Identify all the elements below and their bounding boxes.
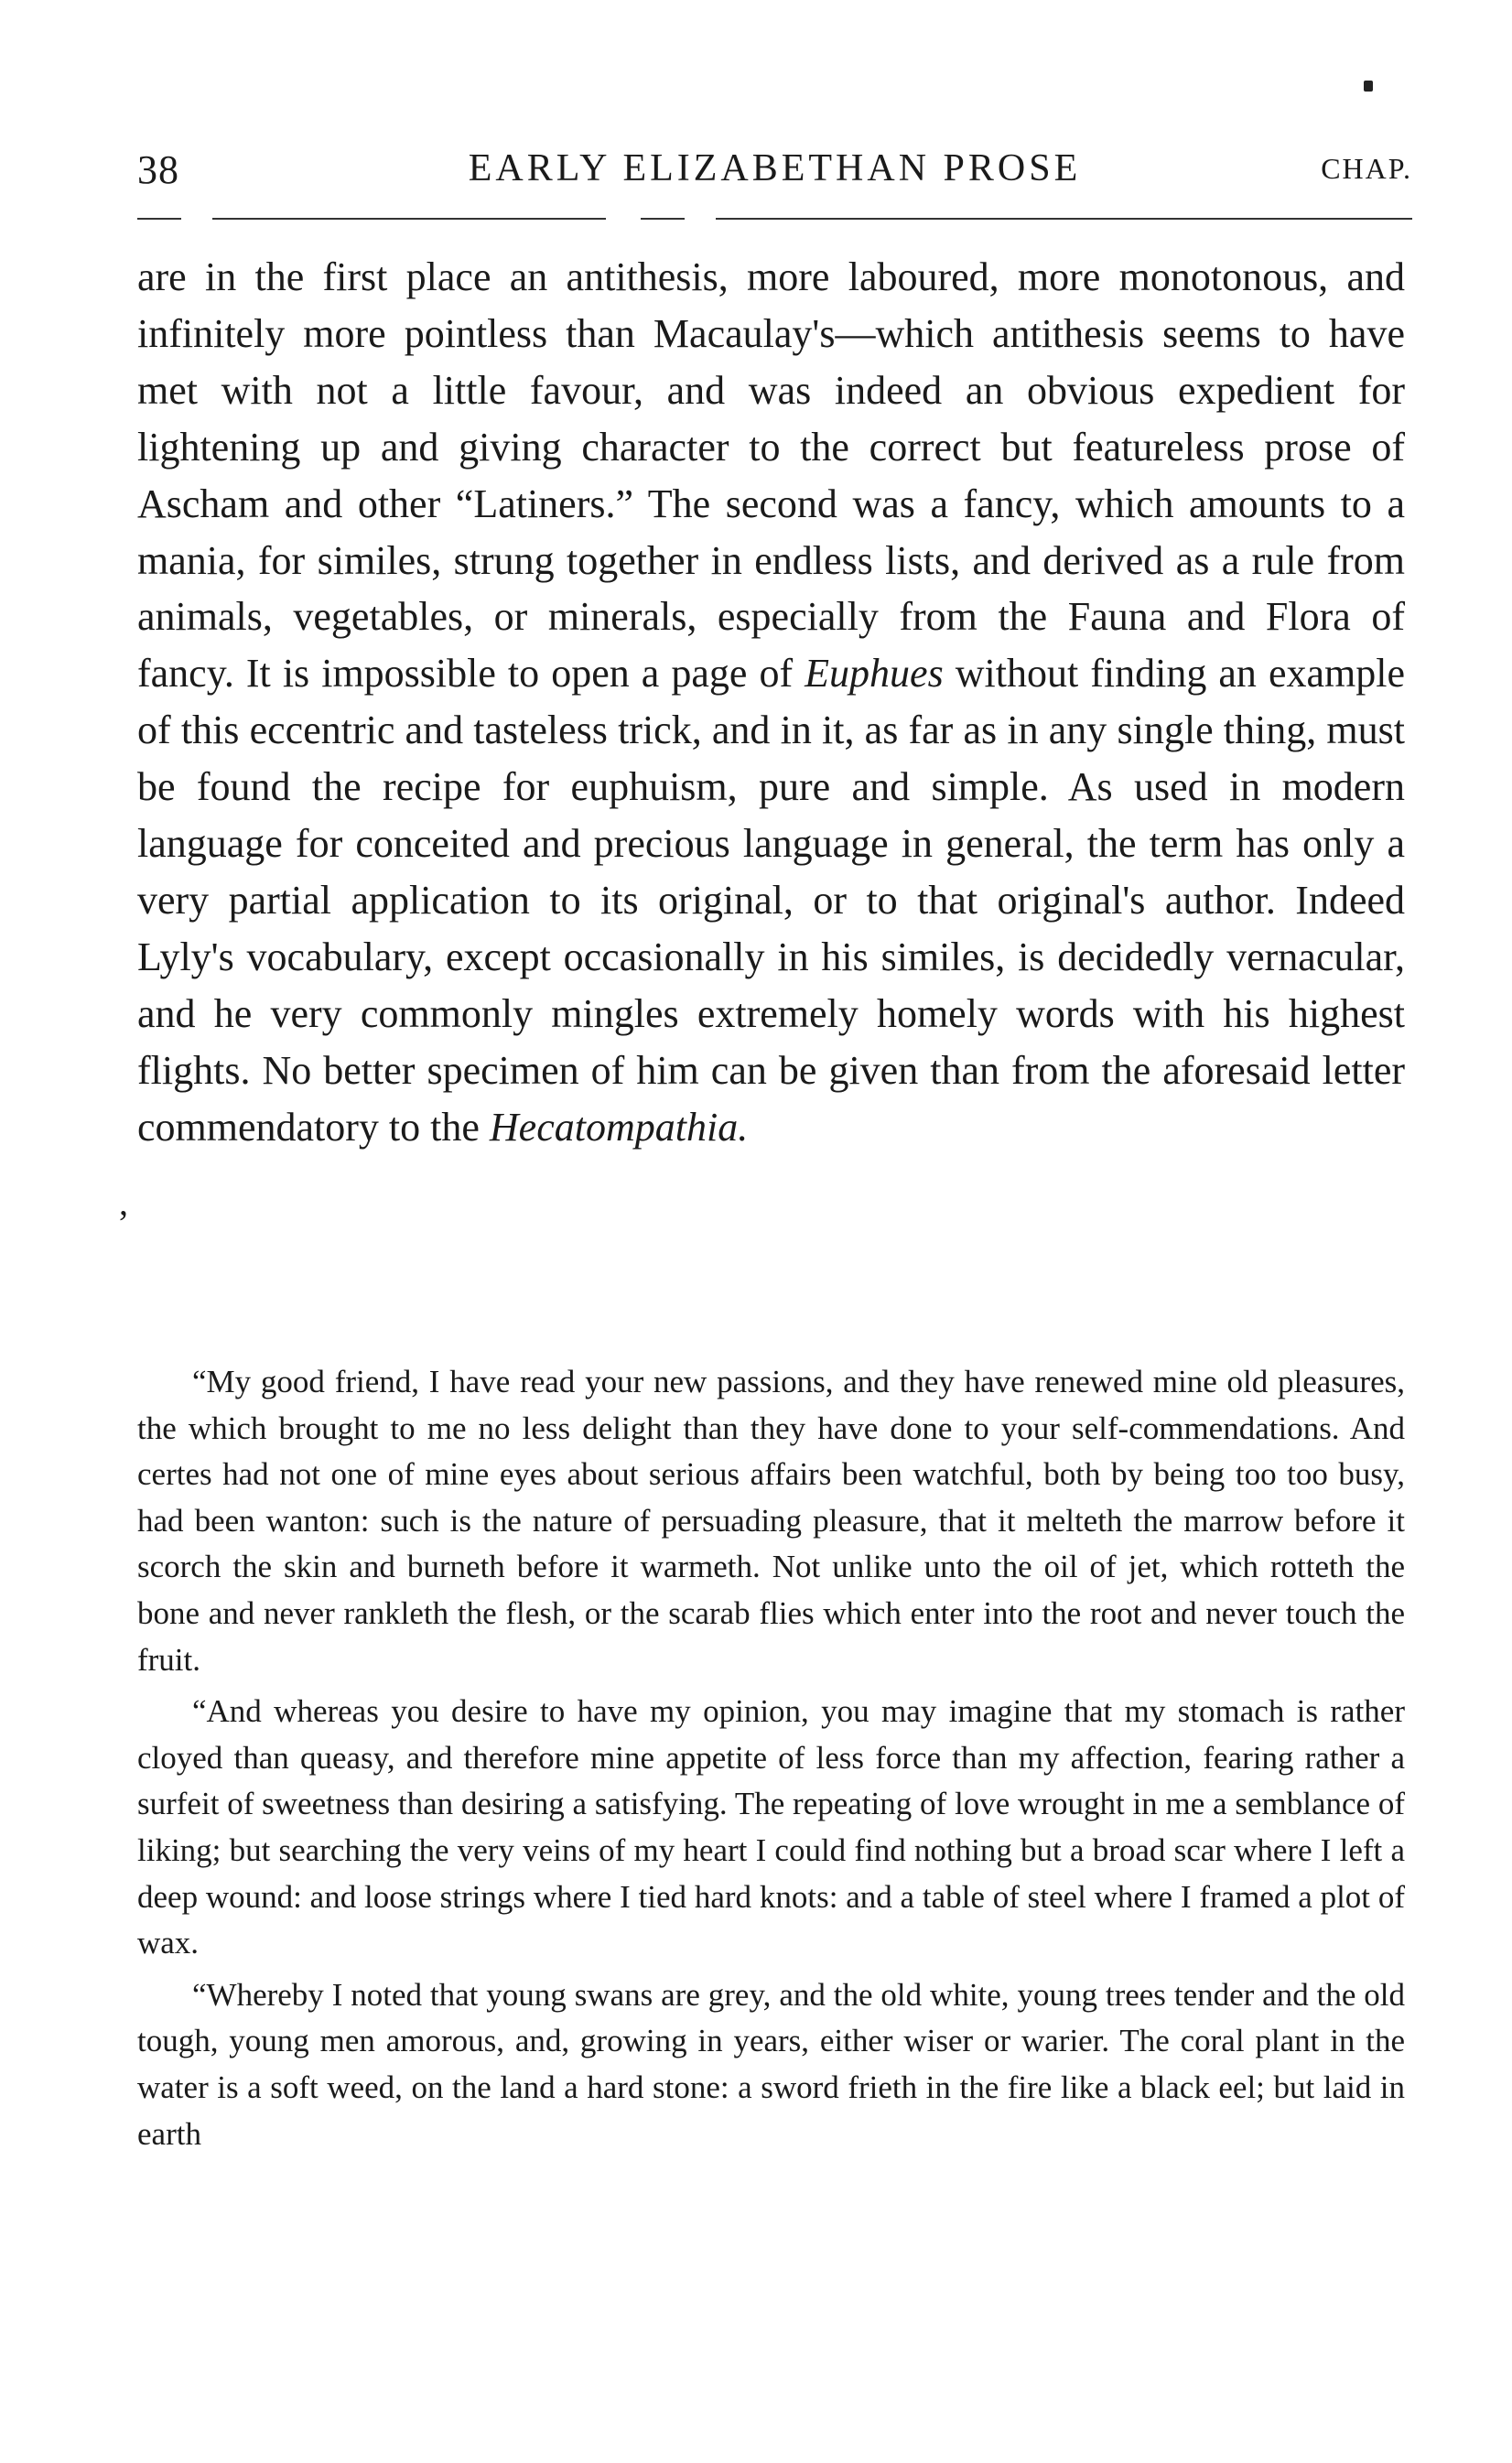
header-rule <box>716 218 1412 220</box>
header-rule <box>641 218 685 220</box>
quote-paragraph: “My good friend, I have read your new passions, and they have renewed mine old pleasures, the which brought to me no less delight than they have done to your self-commendations. And certes had not one of mine eyes about serious affairs been watchful, both by being too too busy, had been wanton: such is the nature of persuading pleasure, that it melteth the marrow before it scorch the skin and burneth before it warmeth. Not unlike unto the oil of jet, which rotteth the bone and never rankleth the flesh, or the scarab flies which enter into the root and never touch the fruit. <box>137 1364 1405 1678</box>
page-header <box>137 137 1412 201</box>
quote-paragraph: “And whereas you desire to have my opinion, you may imagine that my stomach is rather cloyed than queasy, and therefore mine appetite of less force than my affection, fearing rather a surfeit of sweetness than desiring a satisfying. The repeating of love wrought in me a semblance of liking; but searching the very veins of my heart I could find nothing but a broad scar where I left a deep wound: and loose strings where I tied hard knots: and a table of steel where I framed a plot of wax. <box>137 1693 1405 1961</box>
italic-title-euphues: Euphues <box>805 651 944 697</box>
page-number: 38 <box>137 147 179 192</box>
running-title: EARLY ELIZABETHAN PROSE <box>468 147 1082 189</box>
quoted-letter <box>137 1359 1405 2163</box>
body-paragraph <box>137 249 1405 1156</box>
quote-paragraph: “Whereby I noted that young swans are grey, and the old white, young trees tender and the old tough, young men amorous, and, growing in years, either wiser or warier. The coral plant in the water is a soft weed, on the land a hard stone: a sword frieth in the fire like a black eel; but laid in earth <box>137 1976 1405 2152</box>
margin-mark: , <box>119 1182 128 1223</box>
italic-title-hecatompathia: Hecatompathia. <box>489 1104 749 1150</box>
body-text-segment: are in the first place an antithesis, more laboured, more monotonous, and infinitely more pointless than Macaulay's—which antithesis seems to have met with not a little favour, and was indeed an obvious expedient for lightening up and giving character to the correct but featureless prose of Ascham and other “Latiners.” The second was a fancy, which amounts to a mania, for similes, strung together in endless lists, and derived as a rule from animals, vegetables, or minerals, especially from the Fauna and Flora of fancy. It is impossible to open a page of <box>137 254 1405 697</box>
chapter-label: CHAP. <box>1321 152 1412 185</box>
body-text-segment: without finding an example of this eccentric and tasteless trick, and in it, as far as in any single thing, must be found the recipe for euphuism, pure and simple. As used in modern language for conceited and precious language in general, the term has only a very partial application to its original, or to that original's author. Indeed Lyly's vocabulary, except occasionally in his similes, is decidedly vernacular, and he very commonly mingles extremely homely words with his highest flights. No better specimen of him can be given than from the aforesaid letter commendatory to the <box>137 651 1406 1150</box>
header-rule <box>212 218 606 220</box>
header-rule <box>137 218 181 220</box>
ink-speck <box>1364 81 1373 92</box>
